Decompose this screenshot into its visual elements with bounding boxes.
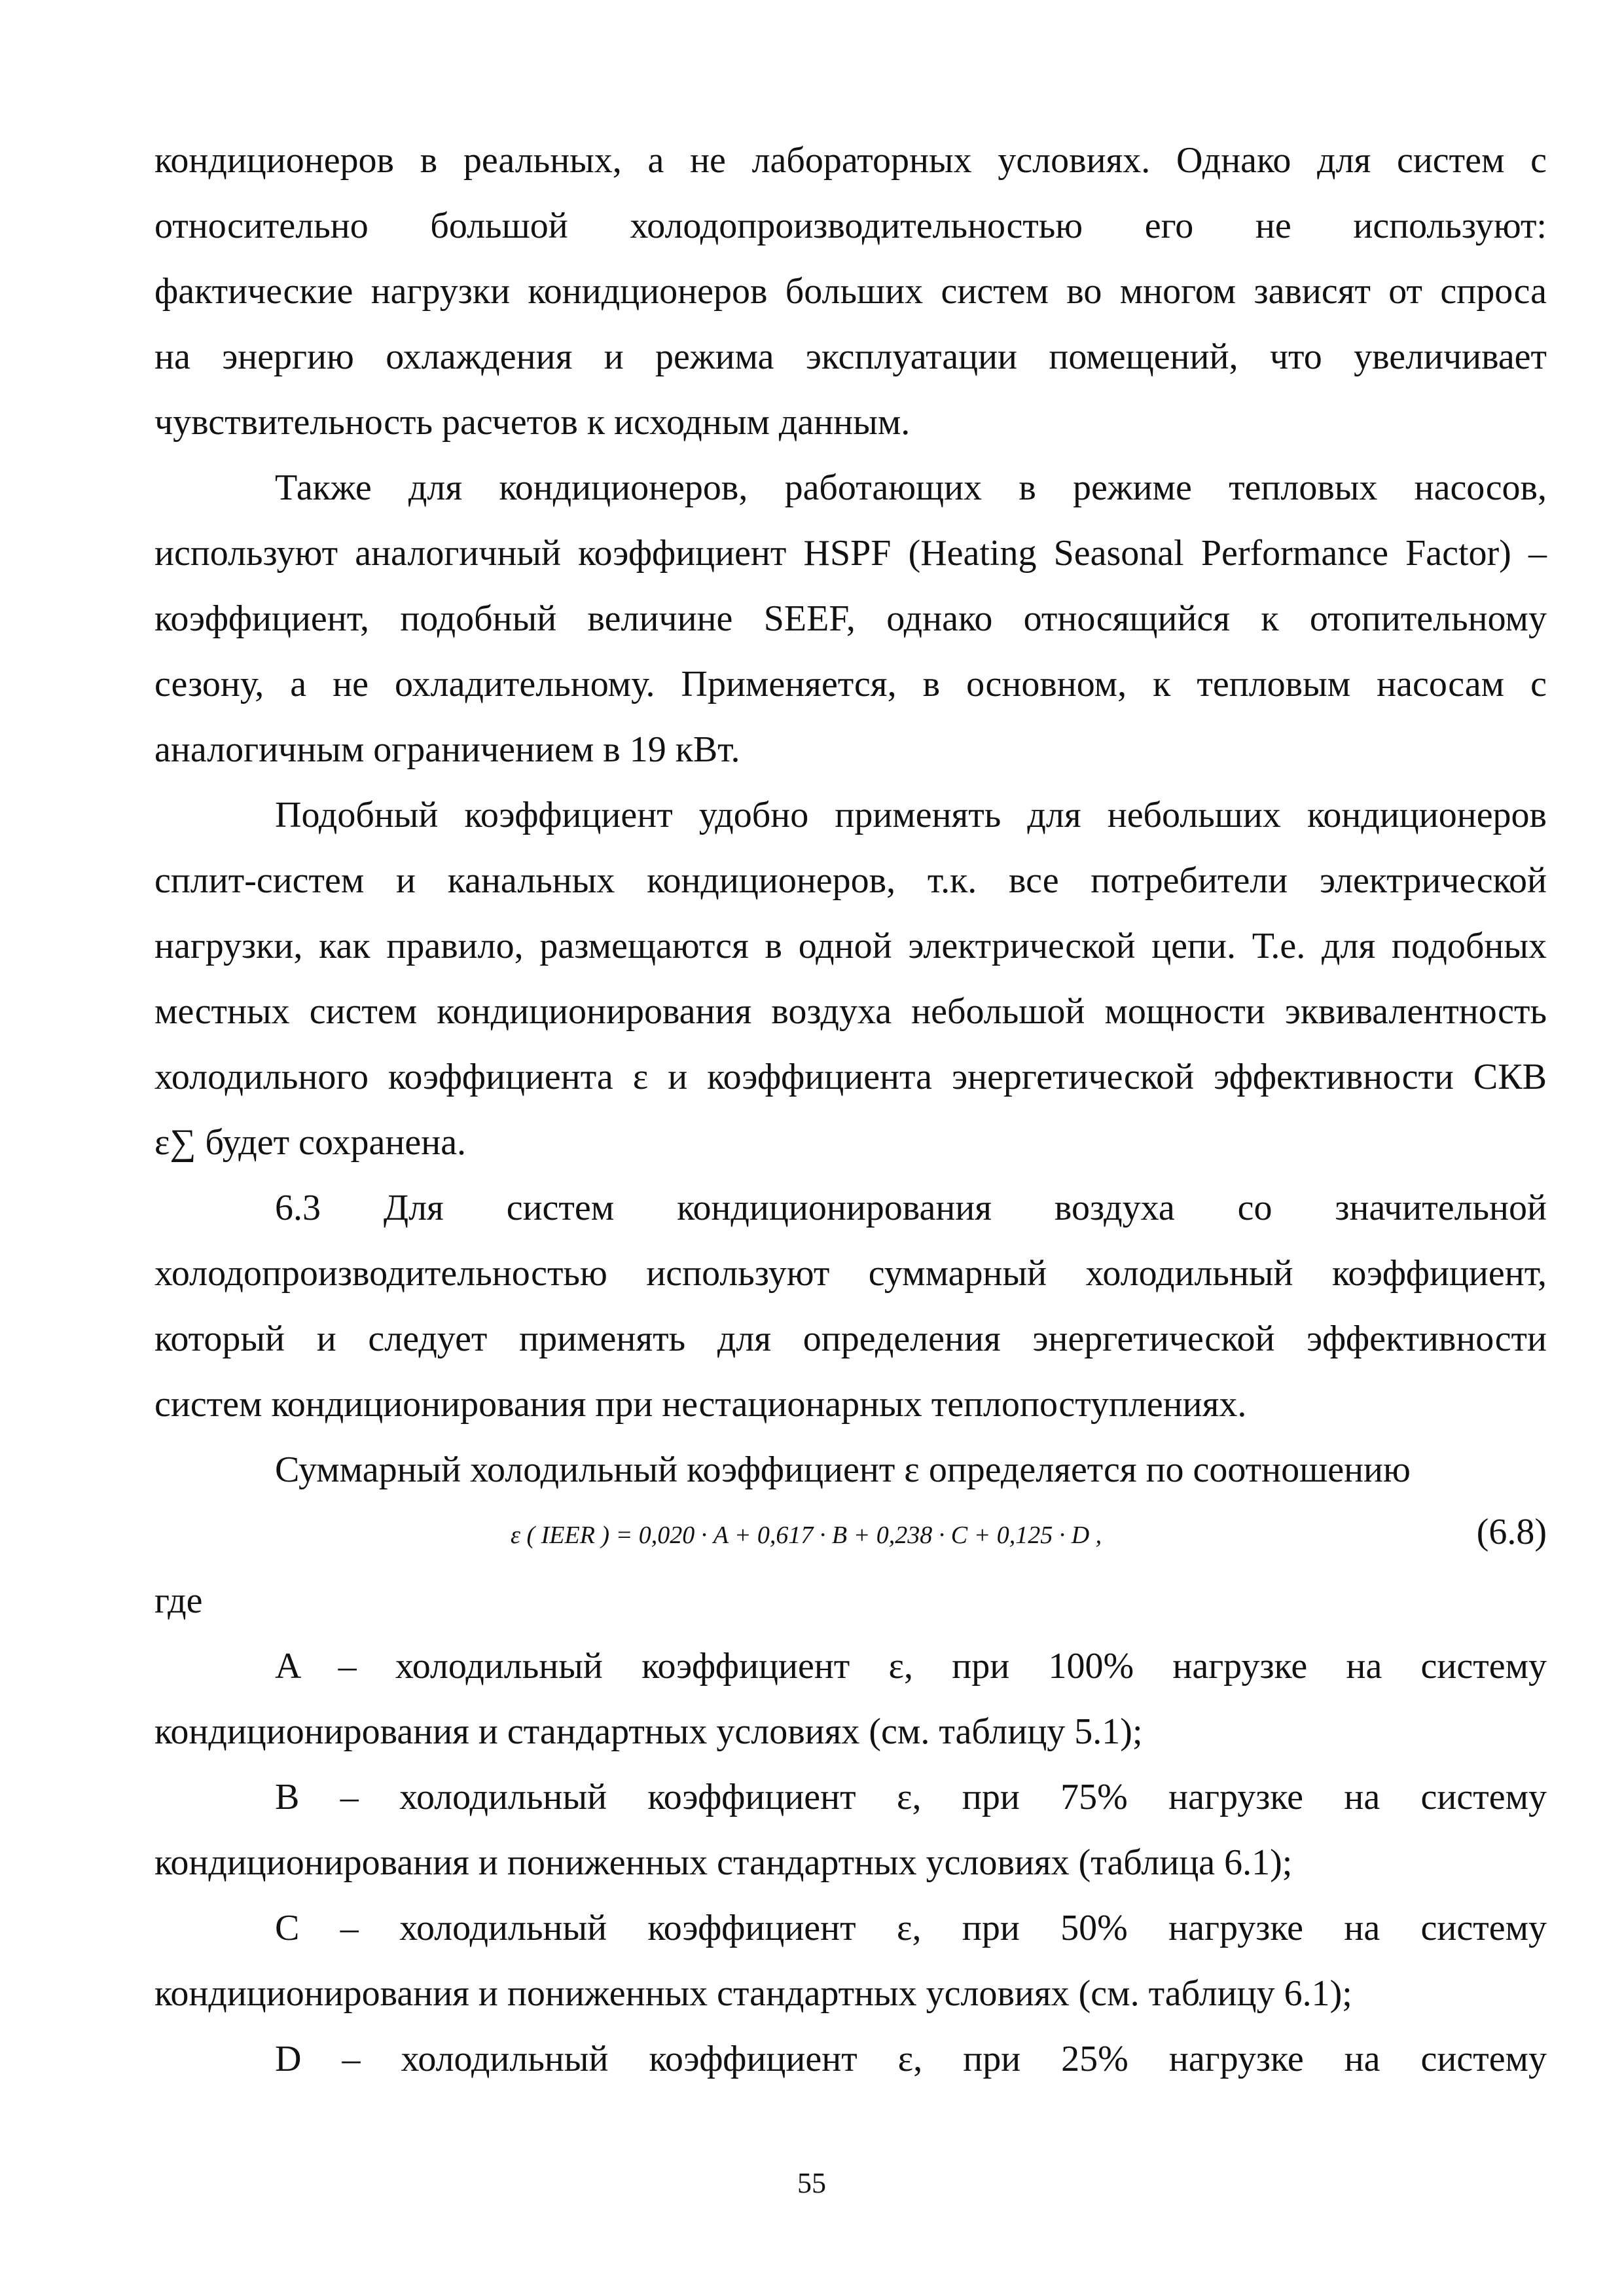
text-line: холодопроизводительностью используют суммарный холодильный коэффициент, bbox=[154, 1253, 1547, 1294]
text-line: кондиционирования и пониженных стандартных условиях (таблица 6.1); bbox=[154, 1842, 1293, 1883]
text-line: Суммарный холодильный коэффициент ε определяется по соотношению bbox=[275, 1449, 1411, 1490]
text-line: используют аналогичный коэффициент HSPF (Heating Seasonal Performance Factor) – bbox=[154, 533, 1547, 574]
section-heading-line: 6.3 Для систем кондиционирования воздуха со значительной bbox=[275, 1188, 1547, 1228]
text-line: сезону, а не охладительному. Применяется, в основном, к тепловым насосам с bbox=[154, 664, 1547, 704]
text-line: кондиционеров в реальных, а не лабораторных условиях. Однако для систем с bbox=[154, 140, 1547, 181]
definition-d: D – холодильный коэффициент ε, при 25% нагрузке на систему bbox=[275, 2039, 1547, 2079]
page-number: 55 bbox=[797, 2167, 826, 2199]
text-line: относительно большой холодопроизводительностью его не используют: bbox=[154, 206, 1547, 246]
text-line: Также для кондиционеров, работающих в режиме тепловых насосов, bbox=[275, 467, 1547, 508]
text-line: кондиционирования и пониженных стандартных условиях (см. таблицу 6.1); bbox=[154, 1973, 1352, 2014]
text-line: холодильного коэффициента ε и коэффициента энергетической эффективности СКВ bbox=[154, 1057, 1547, 1097]
text-line: аналогичным ограничением в 19 кВт. bbox=[154, 729, 740, 770]
text-line: ε∑ будет сохранена. bbox=[154, 1122, 467, 1163]
text-line: фактические нагрузки конидционеров больших систем во многом зависят от спроса bbox=[154, 271, 1547, 312]
text-line: местных систем кондиционирования воздуха небольшой мощности эквивалентность bbox=[154, 991, 1547, 1032]
text-line: который и следует применять для определения энергетической эффективности bbox=[154, 1319, 1547, 1359]
definition-c: C – холодильный коэффициент ε, при 50% нагрузке на систему bbox=[275, 1908, 1547, 1948]
text-line: сплит-систем и канальных кондиционеров, т.к. все потребители электрической bbox=[154, 860, 1547, 901]
definition-a: A – холодильный коэффициент ε, при 100% нагрузке на систему bbox=[275, 1646, 1547, 1686]
text-line: Подобный коэффициент удобно применять для небольших кондиционеров bbox=[275, 795, 1547, 835]
formula: ε ( IEER ) = 0,020 · A + 0,617 · B + 0,238 · C + 0,125 · D , bbox=[511, 1522, 1102, 1549]
text-line: нагрузки, как правило, размещаются в одной электрической цепи. Т.е. для подобных bbox=[154, 926, 1547, 966]
text-line: кондиционирования и стандартных условиях (см. таблицу 5.1); bbox=[154, 1711, 1143, 1752]
text-line: где bbox=[154, 1580, 203, 1621]
equation-number: (6.8) bbox=[1476, 1512, 1547, 1552]
text-line: коэффициент, подобный величине SEEF, однако относящийся к отопительному bbox=[154, 598, 1547, 639]
definition-b: B – холодильный коэффициент ε, при 75% нагрузке на систему bbox=[275, 1777, 1547, 1817]
text-line: систем кондиционирования при нестационарных теплопоступлениях. bbox=[154, 1384, 1247, 1425]
text-line: чувствительность расчетов к исходным данным. bbox=[154, 402, 911, 443]
text-line: на энергию охлаждения и режима эксплуатации помещений, что увеличивает bbox=[154, 337, 1547, 377]
